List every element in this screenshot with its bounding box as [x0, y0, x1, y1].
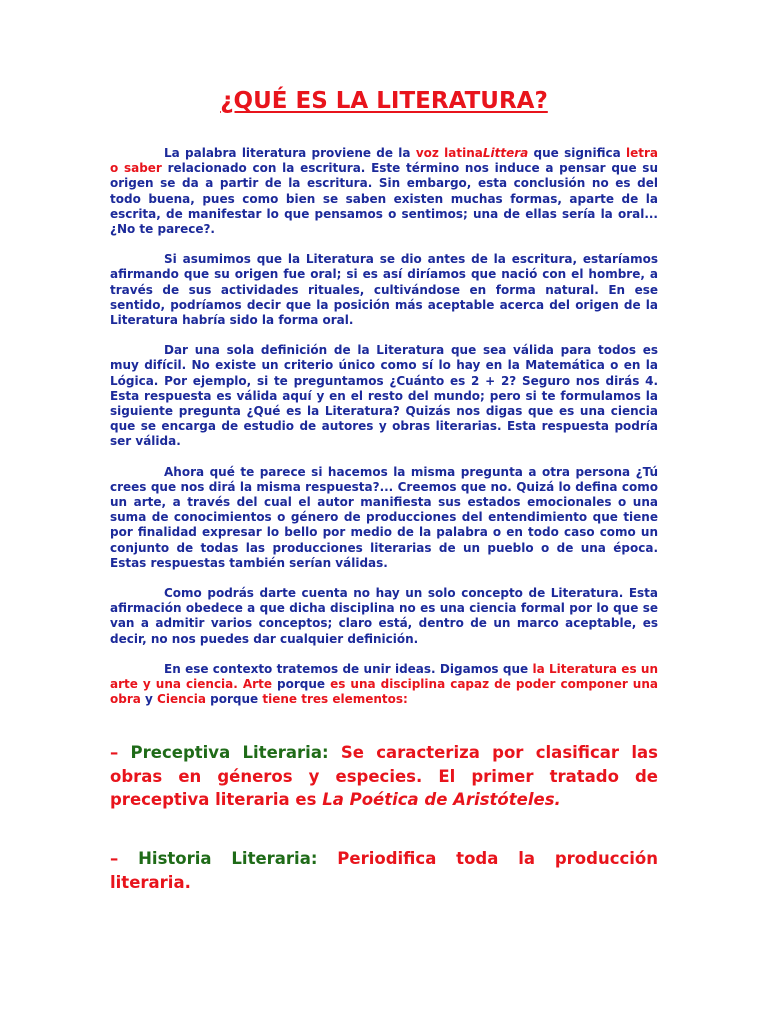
section-term: Preceptiva Literaria:: [118, 743, 329, 762]
p6-text-4: porque: [205, 692, 263, 707]
p6-highlight-ciencia: Ciencia: [157, 692, 206, 707]
section-description-italic: La Poética de Aristóteles.: [322, 790, 561, 809]
paragraph-4: Ahora qué te parece si hacemos la misma pregunta a otra persona ¿Tú crees que nos dirá la misma respuesta?... Creemos que no. Quizá lo defina como un arte, a través del cual el autor manifiesta sus estados emocionales o una suma de conocimientos o género de producciones del entendimiento que tiene por finalidad expresar lo bello por medio de la palabra o en todo caso como un conjunto de todas las producciones literarias de un pueblo o de una época. Estas respuestas también serían válidas.: [110, 464, 658, 570]
p6-text-3: y: [140, 692, 158, 707]
p6-highlight-1: la Literatura es un arte y una ciencia.: [110, 661, 658, 692]
p6-text-2: porque: [271, 677, 331, 692]
paragraph-2: Si asumimos que la Literatura se dio antes de la escritura, estaríamos afirmando que su origen fue oral; si es así diríamos que nació con el hombre, a través de sus actividades rituales, cultivándose en forma natural. En ese sentido, podríamos decir que la posición más aceptable acerca del origen de la Literatura habría sido la forma oral.: [110, 252, 658, 328]
p6-highlight-2: es una disciplina capaz de poder componer una obra: [110, 677, 658, 707]
p1-highlight-littera: Littera: [482, 146, 529, 160]
paragraph-6: [110, 662, 658, 708]
section-historia: [110, 847, 658, 894]
section-term: Historia Literaria:: [118, 849, 318, 868]
section-preceptiva: [110, 741, 658, 812]
p6-highlight-arte: Arte: [242, 677, 272, 692]
p1-text-3: relacionado con la escritura. Este término nos induce a pensar que su origen se da a partir de la escritura. Sin embargo, esta conclusión no es del todo buena, pues como bien se saben existen muchas formas, aparte de la escrita, de manifestar lo que pensamos o sentimos; una de ellas sería la oral... ¿No te parece?.: [110, 161, 658, 237]
section-dash: –: [110, 743, 119, 762]
paragraph-1: [110, 146, 658, 237]
section-description: Periodifica toda la producción literaria.: [110, 849, 658, 892]
p1-text-1: La palabra literatura proviene de la: [164, 146, 416, 160]
paragraph-3: Dar una sola definición de la Literatura que sea válida para todos es muy difícil. No existe un criterio único como sí lo hay en la Matemática o en la Lógica. Por ejemplo, si te preguntamos ¿Cuánto es 2 + 2? Seguro nos dirás 4. Esta respuesta es válida aquí y en el resto del mundo; pero si te formulamos la siguiente pregunta ¿Qué es la Literatura? Quizás nos digas que es una ciencia que se encarga de estudio de autores y obras literarias. Esta respuesta podría ser válida.: [110, 343, 658, 449]
p6-highlight-3: tiene tres elementos:: [262, 692, 408, 707]
section-dash: –: [110, 849, 119, 868]
section-description: Se caracteriza por clasificar las obras en géneros y especies. El primer tratado de preceptiva literaria es: [110, 743, 658, 809]
p1-highlight-letra: letra o saber: [110, 146, 658, 176]
page-title: ¿QUÉ ES LA LITERATURA?: [220, 88, 548, 114]
p1-text-2: que significa: [528, 146, 626, 160]
p1-highlight-voz: voz latina: [415, 146, 483, 160]
body-text: [110, 146, 658, 723]
paragraph-5: Como podrás darte cuenta no hay un solo concepto de Literatura. Esta afirmación obedece a que dicha disciplina no es una ciencia formal por lo que se van a admitir varios conceptos; claro está, dentro de un marco aceptable, es decir, no nos puedes dar cualquier definición.: [110, 586, 658, 646]
p6-text-1: En ese contexto tratemos de unir ideas. Digamos que: [164, 661, 533, 676]
